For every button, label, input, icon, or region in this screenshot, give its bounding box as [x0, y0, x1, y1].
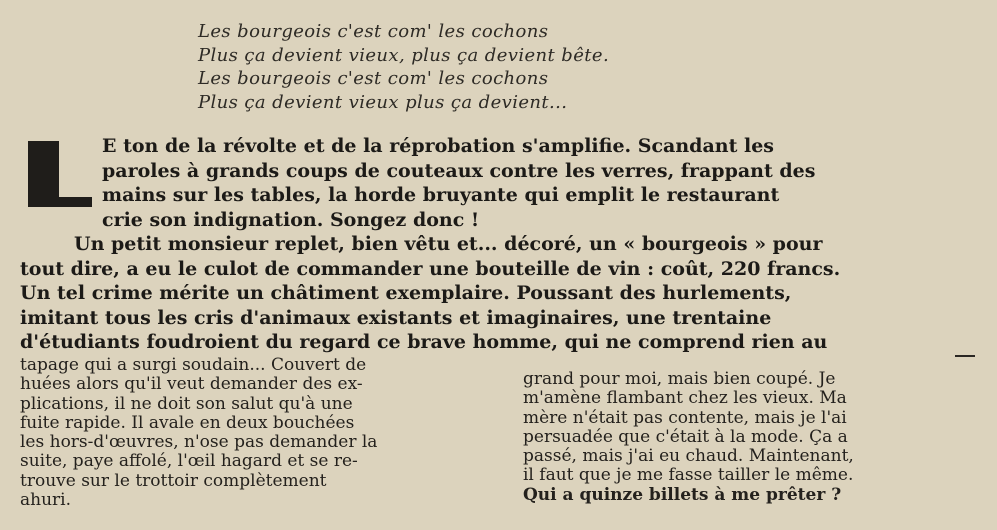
verse-line: Plus ça devient vieux, plus ça devient bête.: [198, 44, 610, 66]
column-line: grand pour moi, mais bien coupé. Je: [523, 369, 836, 389]
column-line: les hors-d'œuvres, n'ose pas demander la: [20, 432, 378, 453]
left-column: [20, 356, 476, 510]
column-line: huées alors qu'il veut demander des ex-: [20, 374, 363, 395]
column-line: passé, mais j'ai eu chaud. Maintenant,: [523, 446, 854, 467]
body-line: Un petit monsieur replet, bien vêtu et... décoré, un « bourgeois » pour: [74, 233, 823, 255]
column-line: tapage qui a surgi soudain... Couvert de: [20, 355, 367, 375]
column-line: plications, il ne doit son salut qu'à une: [20, 393, 353, 414]
body-line: Un tel crime mérite un châtiment exemplaire. Poussant des hurlements,: [20, 282, 792, 304]
column-line: mère n'était pas contente, mais je l'ai: [523, 407, 847, 428]
column-line: Qui a quinze billets à me prêter ?: [523, 484, 842, 505]
lead-line: paroles à grands coups de couteaux contre les verres, frappant des: [102, 159, 816, 182]
lead-line: E ton de la révolte et de la réprobation s'amplifie. Scandant les: [102, 135, 774, 157]
column-line: trouve sur le trottoir complètement: [20, 470, 327, 491]
verse-line: Les bourgeois c'est com' les cochons: [198, 68, 549, 89]
column-line: ahuri.: [20, 490, 71, 511]
hyphen-rule: [955, 355, 975, 357]
lead-paragraph: [102, 134, 976, 232]
song-verse: [198, 20, 609, 114]
body-line: tout dire, a eu le culot de commander une bouteille de vin : coût, 220 francs.: [20, 257, 841, 280]
body-paragraph: [20, 232, 976, 355]
body-line: d'étudiants foudroient du regard ce brave homme, qui ne comprend rien au: [20, 331, 828, 353]
lead-line: mains sur les tables, la horde bruyante qui emplit le restaurant: [102, 184, 780, 206]
body-line: imitant tous les cris d'animaux existants et imaginaires, une trentaine: [20, 306, 772, 329]
column-line: persuadée que c'était à la mode. Ça a: [523, 426, 848, 447]
drop-cap-letter: [28, 141, 92, 207]
column-line: m'amène flambant chez les vieux. Ma: [523, 388, 847, 409]
lead-line: crie son indignation. Songez donc !: [102, 208, 480, 231]
column-line: il faut que je me fasse tailler le même.: [523, 465, 854, 486]
column-line: suite, paye affolé, l'œil hagard et se re-: [20, 451, 358, 472]
verse-line: Les bourgeois c'est com' les cochons: [198, 21, 549, 42]
verse-line: Plus ça devient vieux plus ça devient...: [198, 91, 568, 113]
column-line: fuite rapide. Il avale en deux bouchées: [20, 412, 355, 433]
right-column: [523, 370, 979, 505]
